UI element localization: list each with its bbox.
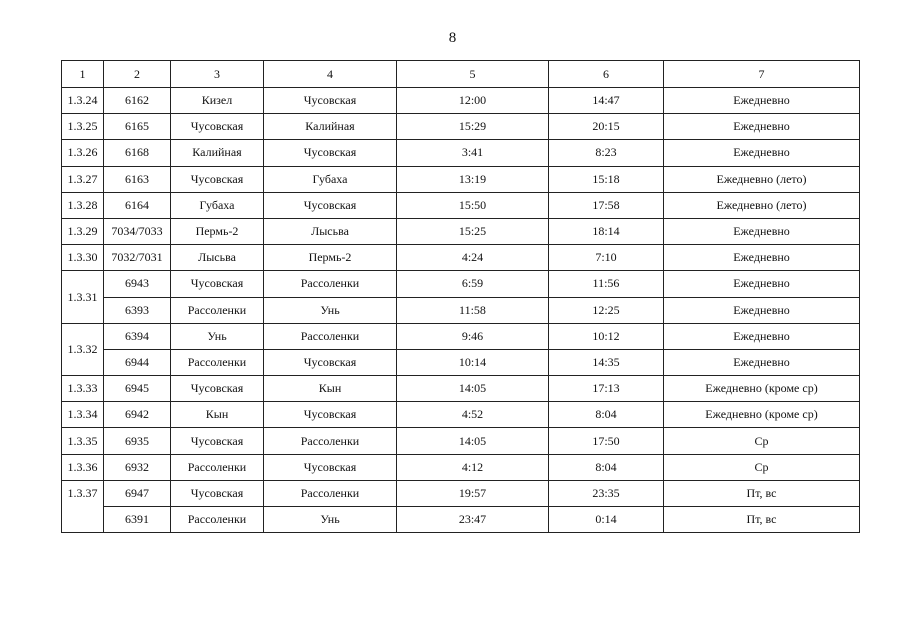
departure-time-cell: 4:52 — [397, 402, 549, 428]
arrival-station-cell: Рассоленки — [264, 480, 397, 506]
arrival-station-cell: Унь — [264, 297, 397, 323]
departure-station-cell: Унь — [171, 323, 264, 349]
arrival-time-cell: 8:04 — [549, 454, 664, 480]
route-number-cell: 1.3.24 — [62, 88, 104, 114]
table-row — [62, 297, 860, 323]
arrival-station-cell: Пермь-2 — [264, 245, 397, 271]
schedule-days-cell: Ежедневно (кроме ср) — [664, 376, 860, 402]
train-number-cell: 6164 — [104, 192, 171, 218]
arrival-time-cell: 10:12 — [549, 323, 664, 349]
table-row — [62, 166, 860, 192]
col-header-5: 5 — [397, 61, 549, 88]
arrival-station-cell: Чусовская — [264, 454, 397, 480]
schedule-days-cell: Пт, вс — [664, 480, 860, 506]
train-schedule-table — [61, 60, 860, 533]
train-number-cell: 6394 — [104, 323, 171, 349]
table-row — [62, 323, 860, 349]
departure-time-cell: 15:50 — [397, 192, 549, 218]
arrival-station-cell: Калийная — [264, 114, 397, 140]
arrival-station-cell: Губаха — [264, 166, 397, 192]
train-number-cell: 6942 — [104, 402, 171, 428]
route-number-cell: 1.3.26 — [62, 140, 104, 166]
route-number-cell: 1.3.29 — [62, 218, 104, 244]
train-number-cell: 6391 — [104, 507, 171, 533]
departure-time-cell: 3:41 — [397, 140, 549, 166]
route-number-cell: 1.3.34 — [62, 402, 104, 428]
col-header-1: 1 — [62, 61, 104, 88]
arrival-time-cell: 20:15 — [549, 114, 664, 140]
departure-station-cell: Чусовская — [171, 480, 264, 506]
route-number-cell: 1.3.25 — [62, 114, 104, 140]
arrival-station-cell: Кын — [264, 376, 397, 402]
col-header-6: 6 — [549, 61, 664, 88]
departure-station-cell: Кын — [171, 402, 264, 428]
route-number-cell: 1.3.35 — [62, 428, 104, 454]
arrival-time-cell: 14:47 — [549, 88, 664, 114]
train-number-cell: 6932 — [104, 454, 171, 480]
departure-time-cell: 14:05 — [397, 376, 549, 402]
departure-time-cell: 13:19 — [397, 166, 549, 192]
table-row — [62, 271, 860, 297]
arrival-station-cell: Унь — [264, 507, 397, 533]
col-header-7: 7 — [664, 61, 860, 88]
page-number: 8 — [448, 30, 457, 46]
departure-station-cell: Губаха — [171, 192, 264, 218]
departure-station-cell: Чусовская — [171, 376, 264, 402]
schedule-days-cell: Ежедневно — [664, 218, 860, 244]
route-number-cell: 1.3.32 — [62, 323, 104, 375]
schedule-days-cell: Ежедневно — [664, 297, 860, 323]
header-row — [62, 61, 860, 88]
departure-time-cell: 15:25 — [397, 218, 549, 244]
table-row — [62, 245, 860, 271]
departure-time-cell: 12:00 — [397, 88, 549, 114]
route-number-cell: 1.3.31 — [62, 271, 104, 323]
schedule-days-cell: Ежедневно — [664, 140, 860, 166]
schedule-days-cell: Ежедневно — [664, 349, 860, 375]
route-number-cell: 1.3.30 — [62, 245, 104, 271]
departure-time-cell: 11:58 — [397, 297, 549, 323]
table-row — [62, 402, 860, 428]
col-header-2: 2 — [104, 61, 171, 88]
table-row — [62, 140, 860, 166]
schedule-days-cell: Ежедневно (лето) — [664, 166, 860, 192]
arrival-time-cell: 18:14 — [549, 218, 664, 244]
arrival-station-cell: Рассоленки — [264, 271, 397, 297]
arrival-time-cell: 17:13 — [549, 376, 664, 402]
departure-time-cell: 9:46 — [397, 323, 549, 349]
schedule-days-cell: Ежедневно (лето) — [664, 192, 860, 218]
departure-time-cell: 14:05 — [397, 428, 549, 454]
departure-time-cell: 23:47 — [397, 507, 549, 533]
arrival-station-cell: Рассоленки — [264, 323, 397, 349]
table-row — [62, 88, 860, 114]
departure-station-cell: Кизел — [171, 88, 264, 114]
departure-time-cell: 4:12 — [397, 454, 549, 480]
departure-time-cell: 6:59 — [397, 271, 549, 297]
departure-station-cell: Пермь-2 — [171, 218, 264, 244]
departure-station-cell: Рассоленки — [171, 297, 264, 323]
departure-time-cell: 4:24 — [397, 245, 549, 271]
departure-time-cell: 15:29 — [397, 114, 549, 140]
arrival-time-cell: 23:35 — [549, 480, 664, 506]
departure-station-cell: Чусовская — [171, 271, 264, 297]
arrival-time-cell: 12:25 — [549, 297, 664, 323]
table-body — [62, 88, 860, 533]
table-row — [62, 349, 860, 375]
route-number-cell: 1.3.37 — [62, 480, 104, 532]
departure-station-cell: Рассоленки — [171, 507, 264, 533]
arrival-time-cell: 0:14 — [549, 507, 664, 533]
arrival-station-cell: Лысьва — [264, 218, 397, 244]
arrival-station-cell: Чусовская — [264, 349, 397, 375]
train-number-cell: 6943 — [104, 271, 171, 297]
table-row — [62, 454, 860, 480]
schedule-days-cell: Ср — [664, 428, 860, 454]
schedule-days-cell: Ежедневно — [664, 271, 860, 297]
route-number-cell: 1.3.33 — [62, 376, 104, 402]
schedule-days-cell: Ежедневно — [664, 323, 860, 349]
train-number-cell: 7032/7031 — [104, 245, 171, 271]
table-row — [62, 507, 860, 533]
arrival-time-cell: 17:58 — [549, 192, 664, 218]
departure-station-cell: Чусовская — [171, 428, 264, 454]
departure-station-cell: Чусовская — [171, 166, 264, 192]
table-row — [62, 376, 860, 402]
departure-station-cell: Рассоленки — [171, 454, 264, 480]
table-row — [62, 480, 860, 506]
train-number-cell: 6944 — [104, 349, 171, 375]
arrival-time-cell: 15:18 — [549, 166, 664, 192]
train-number-cell: 6168 — [104, 140, 171, 166]
table-row — [62, 114, 860, 140]
route-number-cell: 1.3.36 — [62, 454, 104, 480]
col-header-3: 3 — [171, 61, 264, 88]
train-number-cell: 6163 — [104, 166, 171, 192]
arrival-station-cell: Чусовская — [264, 192, 397, 218]
schedule-days-cell: Ежедневно (кроме ср) — [664, 402, 860, 428]
arrival-time-cell: 14:35 — [549, 349, 664, 375]
route-number-cell: 1.3.28 — [62, 192, 104, 218]
schedule-days-cell: Ср — [664, 454, 860, 480]
departure-station-cell: Рассоленки — [171, 349, 264, 375]
departure-station-cell: Калийная — [171, 140, 264, 166]
departure-station-cell: Чусовская — [171, 114, 264, 140]
train-number-cell: 6947 — [104, 480, 171, 506]
table-row — [62, 218, 860, 244]
train-number-cell: 6945 — [104, 376, 171, 402]
arrival-time-cell: 11:56 — [549, 271, 664, 297]
table-row — [62, 428, 860, 454]
col-header-4: 4 — [264, 61, 397, 88]
schedule-days-cell: Ежедневно — [664, 245, 860, 271]
arrival-time-cell: 7:10 — [549, 245, 664, 271]
schedule-days-cell: Ежедневно — [664, 88, 860, 114]
arrival-time-cell: 8:23 — [549, 140, 664, 166]
arrival-station-cell: Чусовская — [264, 88, 397, 114]
arrival-time-cell: 8:04 — [549, 402, 664, 428]
train-number-cell: 6393 — [104, 297, 171, 323]
train-number-cell: 6165 — [104, 114, 171, 140]
departure-time-cell: 10:14 — [397, 349, 549, 375]
route-number-cell: 1.3.27 — [62, 166, 104, 192]
departure-time-cell: 19:57 — [397, 480, 549, 506]
train-number-cell: 6935 — [104, 428, 171, 454]
arrival-time-cell: 17:50 — [549, 428, 664, 454]
table-row — [62, 192, 860, 218]
arrival-station-cell: Рассоленки — [264, 428, 397, 454]
arrival-station-cell: Чусовская — [264, 402, 397, 428]
schedule-days-cell: Ежедневно — [664, 114, 860, 140]
train-number-cell: 6162 — [104, 88, 171, 114]
arrival-station-cell: Чусовская — [264, 140, 397, 166]
departure-station-cell: Лысьва — [171, 245, 264, 271]
train-number-cell: 7034/7033 — [104, 218, 171, 244]
schedule-days-cell: Пт, вс — [664, 507, 860, 533]
